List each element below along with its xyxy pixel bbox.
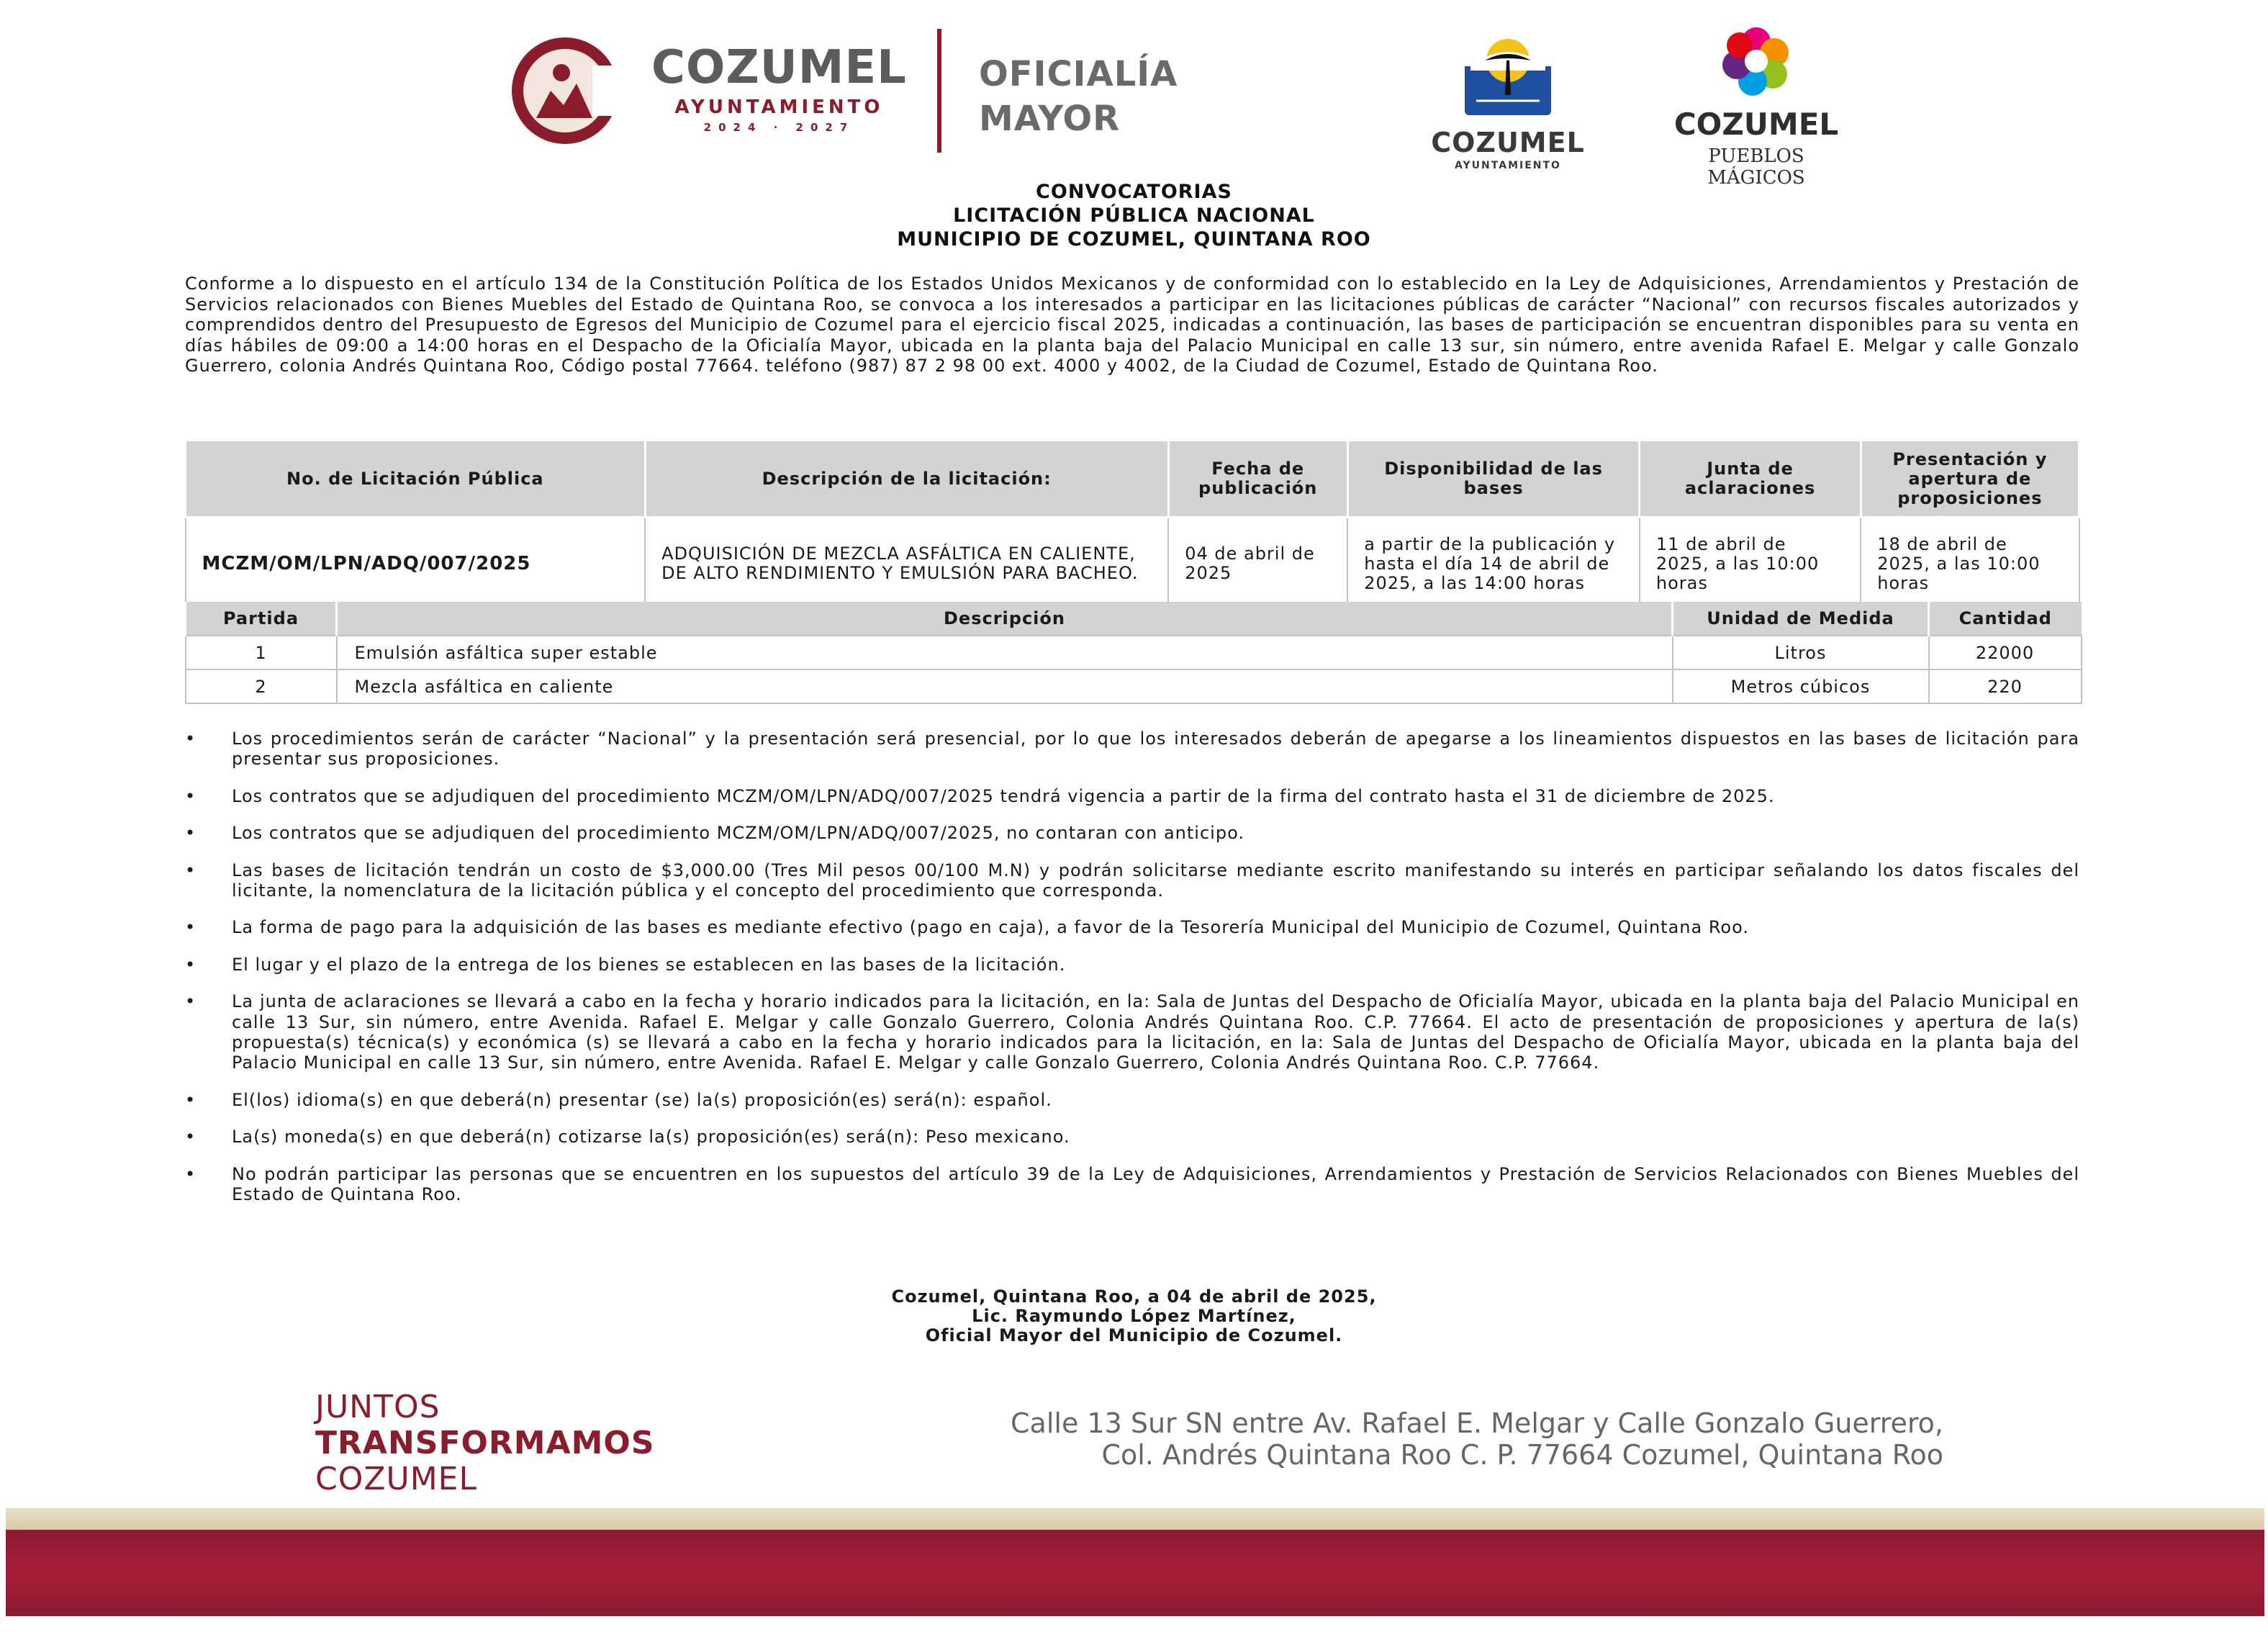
cell-fecha: 04 de abril de 2025: [1168, 518, 1347, 610]
bullet-icon: •: [185, 785, 196, 806]
office-line-1: OFICIALÍA: [979, 54, 1178, 94]
cell-junta: 11 de abril de 2025, a las 10:00 horas: [1640, 518, 1861, 610]
footer-address: [792, 1407, 1943, 1471]
items-table-header: [186, 602, 2082, 636]
signature-position: Oficial Mayor del Municipio de Cozumel.: [925, 1325, 1343, 1345]
header-divider: [937, 29, 941, 153]
bullet-icon: •: [185, 860, 196, 880]
address-line-1: Calle 13 Sur SN entre Av. Rafael E. Melgar y Calle Gonzalo Guerrero,: [1011, 1407, 1943, 1439]
title-line-1: CONVOCATORIAS: [1036, 181, 1232, 203]
list-item-text: El(los) idioma(s) en que deberá(n) presentar (se) la(s) proposición(es) será(n): español.: [232, 1089, 1052, 1110]
signature-name: Lic. Raymundo López Martínez,: [972, 1306, 1296, 1326]
cell-unidad: Litros: [1673, 636, 1929, 670]
emblem-label: COZUMEL: [1431, 127, 1585, 158]
header-fecha: Fecha de publicación: [1168, 441, 1347, 518]
cell-licitacion: MCZM/OM/LPN/ADQ/007/2025: [186, 518, 646, 610]
list-item-text: Los contratos que se adjudiquen del procedimiento MCZM/OM/LPN/ADQ/007/2025 tendrá vigencia a partir de la firma del contrato hasta el 31 de diciembre de 2025.: [232, 785, 1775, 806]
cell-item-descripcion: Mezcla asfáltica en caliente: [337, 670, 1673, 703]
slogan-line-2: TRANSFORMAMOS: [315, 1425, 655, 1461]
header-partida: Partida: [186, 602, 337, 636]
header-item-descripcion: Descripción: [337, 602, 1673, 636]
cell-partida: 2: [186, 670, 337, 703]
address-line-2: Col. Andrés Quintana Roo C. P. 77664 Cozumel, Quintana Roo: [1101, 1439, 1943, 1471]
header-descripcion: Descripción de la licitación:: [645, 441, 1168, 518]
list-item: [185, 991, 2079, 1073]
list-item-text: No podrán participar las personas que se encuentren en los supuestos del artículo 39 de la Ley de Adquisiciones, Arrendamientos y Prestación de Servicios Relacionados con Bienes Muebles del Estado de Quintana Roo.: [232, 1163, 2079, 1205]
intro-paragraph: Conforme a lo dispuesto en el artículo 134 de la Constitución Política de los Estados Unidos Mexicanos y de conformidad con lo establecido en la Ley de Adquisiciones, Arrendamientos y Prestación de Servicios relacionados con Bienes Muebles del Estado de Quintana Roo, se convoca a los interesados a participar en las licitaciones públicas de carácter “Nacional” con recursos fiscales autorizados y comprendidos dentro del Presupuesto de Egresos del Municipio de Cozumel para el ejercicio fiscal 2025, indicadas a continuación, las bases de participación se encuentran disponibles para su venta en días hábiles de 09:00 a 14:00 horas en el Despacho de la Oficialía Mayor, ubicada en la planta baja del Palacio Municipal en calle 13 sur, sin número, entre avenida Rafael E. Melgar y calle Gonzalo Guerrero, colonia Andrés Quintana Roo, Código postal 77664. teléfono (987) 87 2 98 00 ext. 4000 y 4002, de la Ciudad de Cozumel, Estado de Quintana Roo.: [185, 274, 2079, 377]
table-row: [186, 518, 2079, 610]
list-item: [185, 1164, 2079, 1205]
pueblos-magicos-label: COZUMEL: [1673, 107, 1839, 142]
footer-band-light: [6, 1508, 2264, 1530]
cozumel-wordmark: [651, 41, 907, 134]
list-item-text: La forma de pago para la adquisición de las bases es mediante efectivo (pago en caja), a favor de la Tesorería Municipal del Municipio de Cozumel, Quintana Roo.: [232, 917, 1750, 938]
list-item-text: Los procedimientos serán de carácter “Nacional” y la presentación será presencial, por lo que los interesados deberán de apegarse a los lineamientos dispuestos en las bases de licitación para presentar sus proposiciones.: [232, 729, 2079, 770]
list-item-text: Los contratos que se adjudiquen del procedimiento MCZM/OM/LPN/ADQ/007/2025, no contaran con anticipo.: [232, 823, 1244, 844]
bullet-icon: •: [185, 729, 196, 749]
slogan-line-3: COZUMEL: [315, 1461, 477, 1497]
table-row: [186, 636, 2082, 670]
header-cantidad: Cantidad: [1929, 602, 2082, 636]
bullet-icon: •: [185, 991, 196, 1012]
list-item: [185, 1090, 2079, 1110]
title-line-2: LICITACIÓN PÚBLICA NACIONAL: [953, 204, 1315, 227]
list-item: [185, 917, 2079, 937]
signature-place-date: Cozumel, Quintana Roo, a 04 de abril de 2025,: [891, 1286, 1377, 1307]
items-table: [184, 602, 2082, 704]
list-item-text: Las bases de licitación tendrán un costo de $3,000.00 (Tres Mil pesos 00/100 M.N) y podrán solicitarse mediante escrito manifestando su interés en participar señalando los datos fiscales del licitante, la nomenclatura de la licitación pública y el concepto del procedimiento que corresponda.: [232, 860, 2079, 901]
header-presentacion: Presentación y apertura de proposiciones: [1861, 441, 2079, 518]
footer-band: [6, 1530, 2264, 1616]
list-item: [185, 955, 2079, 975]
header-disponibilidad: Disponibilidad de las bases: [1347, 441, 1640, 518]
list-item: [185, 1127, 2079, 1147]
cell-partida: 1: [186, 636, 337, 670]
licitacion-table-header: [186, 441, 2079, 518]
cell-item-descripcion: Emulsión asfáltica super estable: [337, 636, 1673, 670]
list-item-text: El lugar y el plazo de la entrega de los bienes se establecen en las bases de la licitación.: [232, 954, 1066, 975]
header-licitacion: No. de Licitación Pública: [186, 441, 646, 518]
logo-years: 2024 · 2027: [703, 121, 855, 134]
list-item: [185, 860, 2079, 901]
bullet-icon: •: [185, 954, 196, 975]
signature-block: [0, 1287, 2268, 1345]
footer-slogan: [315, 1389, 655, 1497]
bullet-icon: •: [185, 917, 196, 938]
bullet-icon: •: [185, 1089, 196, 1110]
conditions-list: [185, 729, 2079, 1222]
emblem-subtitle: AYUNTAMIENTO: [1455, 160, 1561, 171]
licitacion-table: [184, 439, 2080, 610]
ayuntamiento-emblem-icon: [1463, 16, 1553, 117]
bullet-icon: •: [185, 1127, 196, 1148]
bullet-icon: •: [185, 1163, 196, 1184]
logo-name: COZUMEL: [651, 41, 907, 94]
office-line-2: MAYOR: [979, 99, 1121, 139]
header-unidad: Unidad de Medida: [1673, 602, 1929, 636]
table-row: [186, 670, 2082, 703]
document-titles: [0, 180, 2268, 251]
bullet-icon: •: [185, 823, 196, 844]
cell-cantidad: 220: [1929, 670, 2082, 703]
cell-cantidad: 22000: [1929, 636, 2082, 670]
list-item: [185, 823, 2079, 843]
list-item: [185, 729, 2079, 770]
list-item-text: La junta de aclaraciones se llevará a cabo en la fecha y horario indicados para la licitación, en la: Sala de Juntas del Despacho de Oficialía Mayor, ubicada en la planta baja del Palacio Municipal en calle 13 Sur, sin número, entre Avenida. Rafael E. Melgar y calle Gonzalo Guerrero, Colonia Andrés Quintana Roo. C.P. 77664. El acto de presentación de proposiciones y apertura de la(s) propuesta(s) técnica(s) y económica (s) se llevará a cabo en la fecha y horario indicados para la licitación, en la: Sala de Juntas del Despacho de Oficialía Mayor, ubicada en la planta baja del Palacio Municipal en calle 13 Sur, sin número, entre Avenida. Rafael E. Melgar y calle Gonzalo Guerrero, Colonia Andrés Quintana Roo. C.P. 77664.: [232, 991, 2079, 1073]
cell-descripcion: ADQUISICIÓN DE MEZCLA ASFÁLTICA EN CALIENTE, DE ALTO RENDIMIENTO Y EMULSIÓN PARA BACHEO.: [645, 518, 1168, 610]
cozumel-seal-logo: [507, 33, 630, 148]
cell-disponibilidad: a partir de la publicación y hasta el día 14 de abril de 2025, a las 14:00 horas: [1347, 518, 1640, 610]
header-junta: Junta de aclaraciones: [1640, 441, 1861, 518]
pueblos-magicos-flower-icon: [1717, 20, 1796, 99]
office-name: [979, 52, 1178, 141]
list-item: [185, 786, 2079, 806]
logo-subtitle: AYUNTAMIENTO: [674, 96, 884, 118]
cell-presentacion: 18 de abril de 2025, a las 10:00 horas: [1861, 518, 2079, 610]
slogan-line-1: JUNTOS: [315, 1389, 441, 1425]
cell-unidad: Metros cúbicos: [1673, 670, 1929, 703]
title-line-3: MUNICIPIO DE COZUMEL, QUINTANA ROO: [897, 228, 1371, 251]
list-item-text: La(s) moneda(s) en que deberá(n) cotizarse la(s) proposición(es) será(n): Peso mexicano.: [232, 1127, 1070, 1148]
pueblos-magicos-subtitle: PUEBLOS MÁGICOS: [1707, 145, 1805, 189]
